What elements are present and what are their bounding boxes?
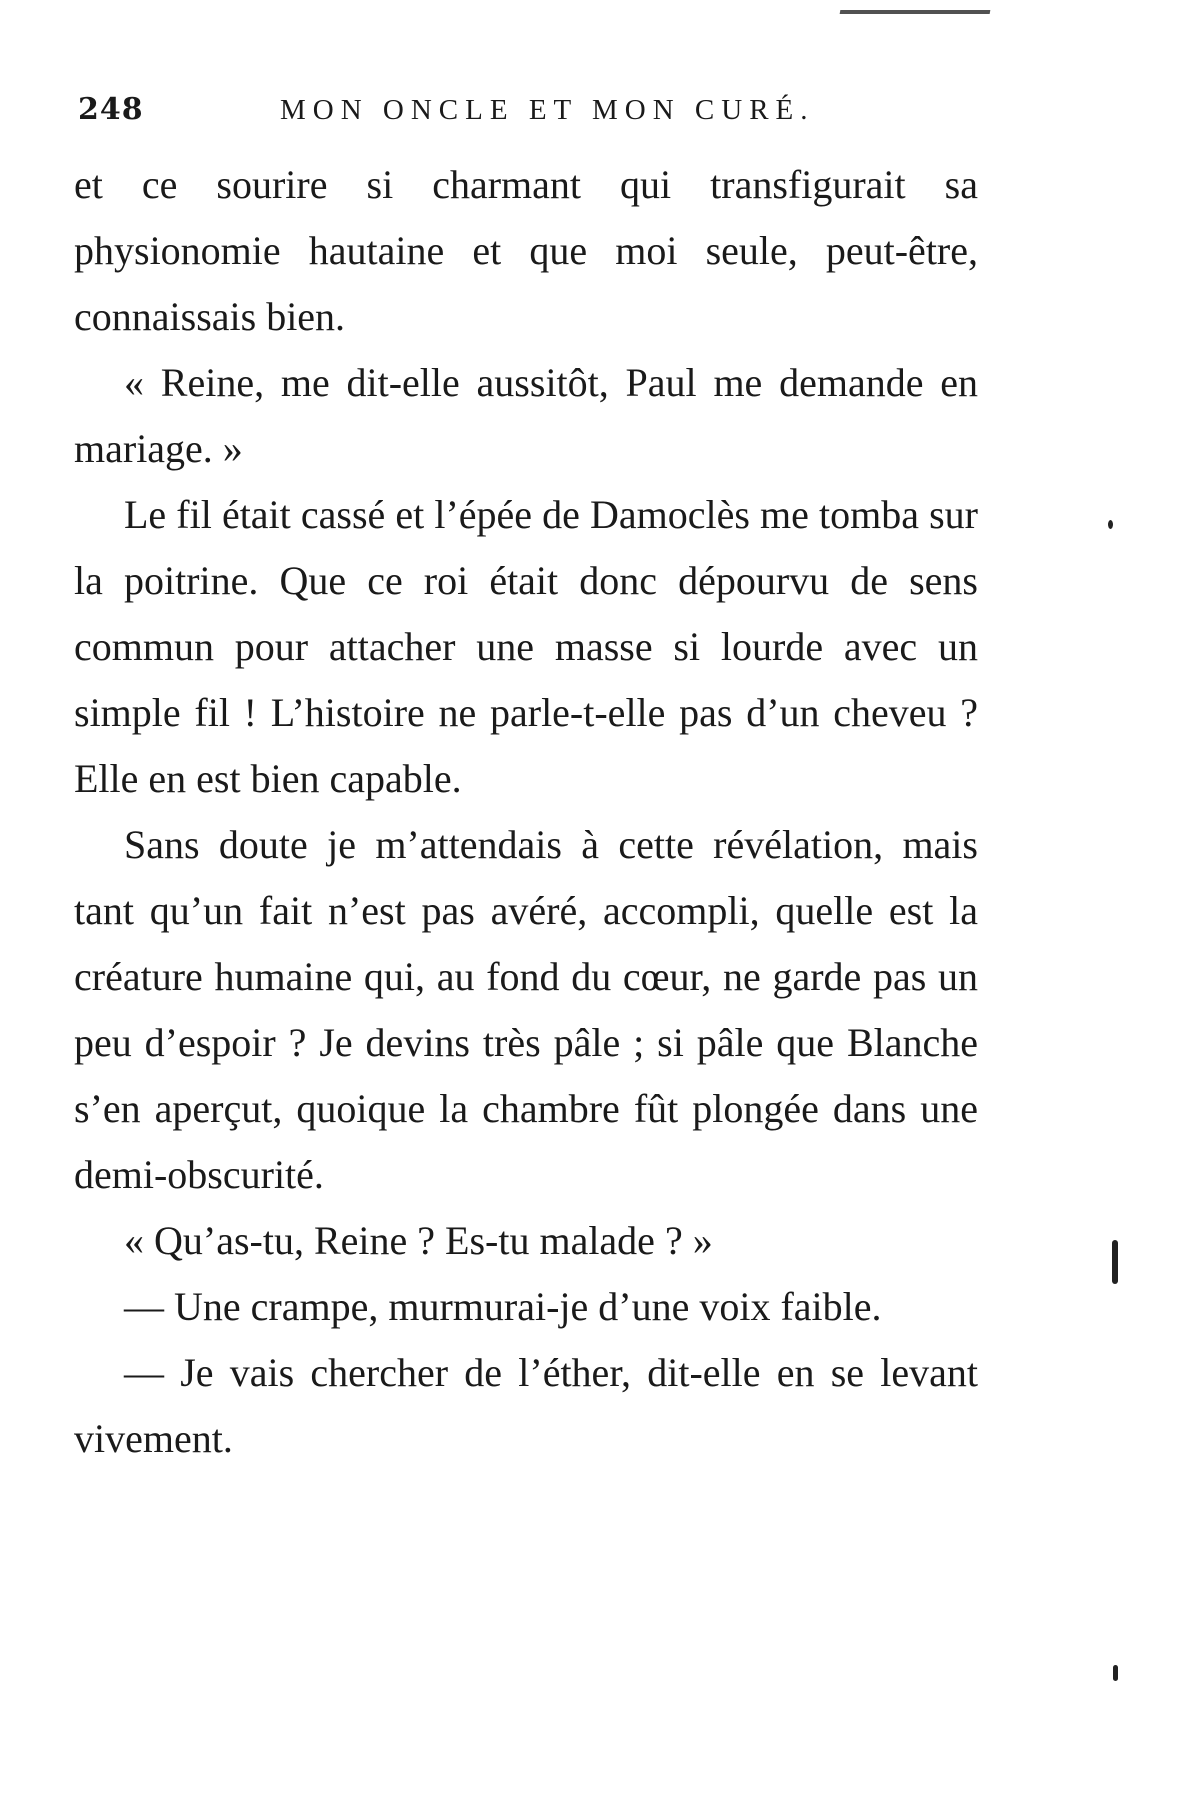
body-text	[74, 152, 978, 1472]
paragraph-dialogue-malade: « Qu’as-tu, Reine ? Es-tu malade ? »	[124, 1218, 713, 1263]
paragraph-dialogue-ether: — Je vais chercher de l’éther, dit-elle en se levant vivement.	[74, 1350, 978, 1461]
scan-artifact-rule	[840, 10, 991, 14]
scan-speck	[1112, 1240, 1118, 1284]
running-title: MON ONCLE ET MON CURÉ.	[280, 94, 815, 126]
page-header	[78, 92, 978, 132]
paragraph-dialogue-reine: « Reine, me dit-elle aussitôt, Paul me demande en mariage. »	[74, 360, 978, 471]
page-number: 248	[78, 92, 144, 127]
paragraph-dialogue-crampe: — Une crampe, murmurai-je d’une voix faible.	[124, 1284, 882, 1329]
scan-speck	[1113, 1665, 1118, 1681]
paragraph-revelation: Sans doute je m’attendais à cette révélation, mais tant qu’un fait n’est pas avéré, accompli, quelle est la créature humaine qui, au fond du cœur, ne garde pas un peu d’espoir ? Je devins très pâle ; si pâle que Blanche s’en aperçut, quoique la chambre fût plongée dans une demi-obscurité.	[74, 822, 978, 1197]
scan-speck	[1108, 520, 1113, 529]
paragraph-damocles: Le fil était cassé et l’épée de Damoclès me tomba sur la poitrine. Que ce roi était donc dépourvu de sens commun pour attacher une masse si lourde avec un simple fil ! L’histoire ne parle-t-elle pas d’un cheveu ? Elle en est bien capable.	[74, 492, 978, 801]
paragraph-continuation: et ce sourire si charmant qui transfigurait sa physionomie hautaine et que moi seule, peut-être, connaissais bien.	[74, 162, 978, 339]
